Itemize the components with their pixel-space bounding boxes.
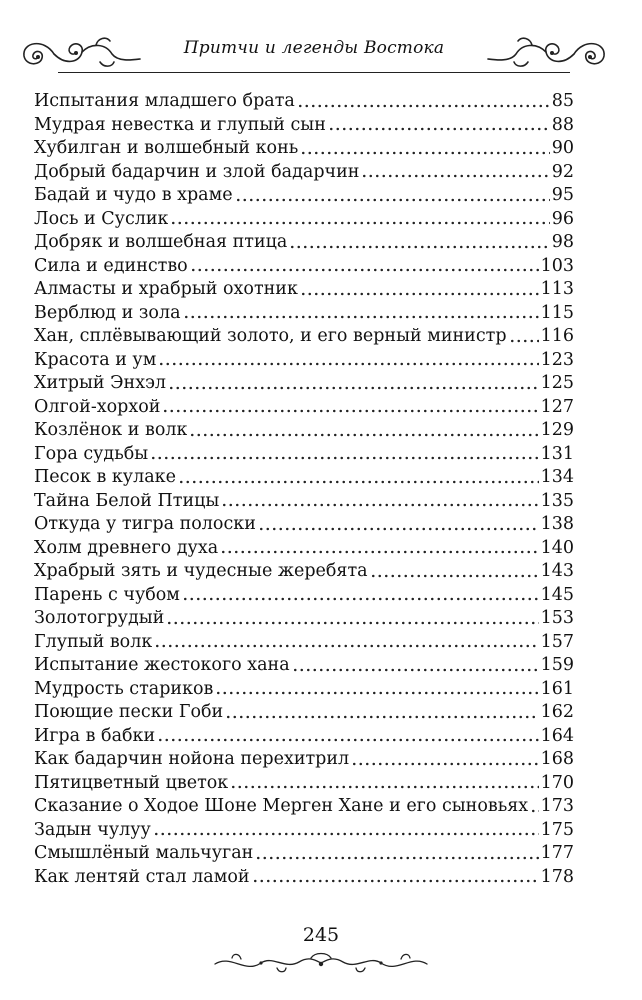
toc-entry-title: Сила и единство [34,255,188,276]
toc-entry-page: 96 [551,208,574,229]
toc-entry[interactable] [34,255,574,279]
toc-entry-title: Испытания младшего брата [34,91,295,111]
toc-entry-page: 129 [540,420,574,440]
toc-entry-page: 173 [540,796,574,816]
toc-entry-page: 90 [551,138,574,158]
dot-leader [182,597,539,601]
toc-entry[interactable] [34,772,574,796]
toc-entry[interactable] [34,208,574,232]
toc-entry[interactable] [34,631,574,655]
toc-entry[interactable] [34,678,574,702]
toc-entry-title: Алмасты и храбрый охотник [34,279,298,299]
toc-entry[interactable] [34,466,574,490]
toc-entry-page: 177 [540,843,574,863]
toc-entry-title: Как лентяй стал ламой [34,866,250,887]
toc-entry-page: 116 [540,326,574,346]
toc-entry-page: 178 [540,866,574,887]
toc-entry-page: 98 [551,232,574,252]
toc-entry-page: 123 [540,349,574,370]
toc-entry-title: Лось и Суслик [34,208,169,229]
toc-entry[interactable] [34,184,574,208]
toc-entry[interactable] [34,560,574,584]
toc-entry-page: 140 [540,537,574,558]
dot-leader [157,738,538,742]
toc-entry-page: 85 [551,91,574,111]
toc-entry-page: 145 [540,584,574,605]
toc-entry[interactable] [34,372,574,396]
dot-leader [255,856,538,860]
toc-entry-title: Смышлёный мальчуган [34,843,254,863]
header-rule [58,72,570,73]
toc-entry-page: 168 [540,749,574,769]
toc-entry[interactable] [34,725,574,749]
dot-leader [300,151,549,155]
toc-entry[interactable] [34,748,574,772]
toc-entry-page: 127 [540,396,574,417]
toc-entry-title: Игра в бабки [34,725,156,746]
toc-entry-title: Пятицветный цветок [34,772,229,793]
toc-entry[interactable] [34,349,574,373]
flourish-right-icon [484,32,614,72]
toc-entry-title: Как бадарчин нойона перехитрил [34,749,350,769]
toc-entry-page: 113 [540,279,574,299]
toc-entry[interactable] [34,584,574,608]
toc-entry-title: Добрый бадарчин и злой бадарчин [34,161,360,182]
toc-entry-title: Мудрая невестка и глупый сын [34,114,326,135]
toc-entry[interactable] [34,302,574,326]
dot-leader [178,480,539,484]
dot-leader [189,433,538,437]
toc-entry[interactable] [34,161,574,185]
toc-entry[interactable] [34,90,574,114]
toc-entry-title: Хубилган и волшебный конь [34,138,299,158]
dot-leader [292,668,539,672]
toc-entry[interactable] [34,114,574,138]
page-number: 245 [302,924,340,946]
toc-entry-page: 134 [540,467,574,487]
toc-entry-title: Верблюд и зола [34,302,181,323]
toc-entry-title: Испытание жестокого хана [34,655,290,675]
dot-leader [530,809,538,813]
dot-leader [370,574,539,578]
dot-leader [162,409,538,413]
toc-entry-title: Задын чулуу [34,819,151,840]
toc-entry[interactable] [34,795,574,819]
toc-entry-title: Добряк и волшебная птица [34,232,288,252]
dot-leader [225,715,538,719]
dot-leader [289,245,549,249]
toc-entry-page: 143 [540,561,574,581]
toc-entry[interactable] [34,137,574,161]
dot-leader [221,503,538,507]
dot-leader [235,198,550,202]
vine-ornament-icon [211,950,431,976]
toc-entry-title: Песок в кулаке [34,467,176,487]
toc-entry[interactable] [34,819,574,843]
toc-entry-page: 170 [540,772,574,793]
dot-leader [509,339,539,343]
dot-leader [252,879,539,883]
dot-leader [170,221,549,225]
toc-entry[interactable] [34,654,574,678]
toc-entry-page: 153 [540,608,574,628]
dot-leader [351,762,538,766]
toc-entry-page: 162 [540,702,574,722]
toc-entry-title: Парень с чубом [34,584,180,605]
dot-leader [150,456,538,460]
dot-leader [258,527,539,531]
toc-entry-title: Хитрый Энхэл [34,373,167,393]
dot-leader [168,386,539,390]
toc-entry-title: Золотогрудый [34,608,165,628]
toc-entry[interactable] [34,231,574,255]
dot-leader [154,644,538,648]
dot-leader [215,691,538,695]
toc-entry-title: Холм древнего духа [34,537,219,558]
toc-entry[interactable] [34,513,574,537]
toc-entry-title: Тайна Белой Птицы [34,490,220,511]
dot-leader [183,315,539,319]
dot-leader [158,362,538,366]
dot-leader [220,550,538,554]
dot-leader [230,785,538,789]
toc-entry-page: 92 [551,161,574,182]
dot-leader [297,104,550,108]
toc-entry-page: 131 [540,443,574,464]
toc-entry-page: 161 [540,678,574,699]
toc-entry-title: Глупый волк [34,631,153,652]
toc-entry-page: 159 [540,655,574,675]
toc-entry-title: Бадай и чудо в храме [34,185,233,205]
table-of-contents [34,90,574,889]
toc-entry-page: 157 [540,631,574,652]
toc-entry-title: Хан, сплёвывающий золото, и его верный министр [34,326,507,346]
toc-entry-page: 115 [540,302,574,323]
toc-entry-page: 175 [540,819,574,840]
toc-entry-page: 103 [540,255,574,276]
toc-entry-title: Поющие пески Гоби [34,702,224,722]
toc-entry[interactable] [34,490,574,514]
toc-entry[interactable] [34,325,574,349]
toc-entry-title: Храбрый зять и чудесные жеребята [34,561,368,581]
running-header [14,22,614,82]
dot-leader [190,268,539,272]
toc-entry[interactable] [34,607,574,631]
dot-leader [153,832,539,836]
toc-entry-page: 88 [551,114,574,135]
toc-entry-title: Красота и ум [34,349,157,370]
toc-entry-title: Гора судьбы [34,443,149,464]
toc-entry[interactable] [34,866,574,890]
dot-leader [166,621,538,625]
running-header-title: Притчи и легенды Востока [183,38,445,58]
dot-leader [300,292,539,296]
toc-entry-title: Откуда у тигра полоски [34,514,256,534]
dot-leader [361,174,549,178]
toc-entry[interactable] [34,396,574,420]
toc-entry[interactable] [34,278,574,302]
toc-entry-page: 164 [540,725,574,746]
toc-entry-page: 95 [551,185,574,205]
toc-entry[interactable] [34,842,574,866]
toc-entry[interactable] [34,419,574,443]
toc-entry-title: Мудрость стариков [34,678,214,699]
toc-entry-page: 135 [540,490,574,511]
dot-leader [328,127,550,131]
toc-entry[interactable] [34,701,574,725]
toc-entry[interactable] [34,443,574,467]
toc-entry-title: Олгой-хорхой [34,396,161,417]
toc-entry-title: Сказание о Ходое Шоне Мерген Хане и его сыновьях [34,796,529,816]
toc-entry-page: 125 [540,373,574,393]
toc-entry[interactable] [34,537,574,561]
toc-entry-page: 138 [540,514,574,534]
toc-entry-title: Козлёнок и волк [34,420,188,440]
